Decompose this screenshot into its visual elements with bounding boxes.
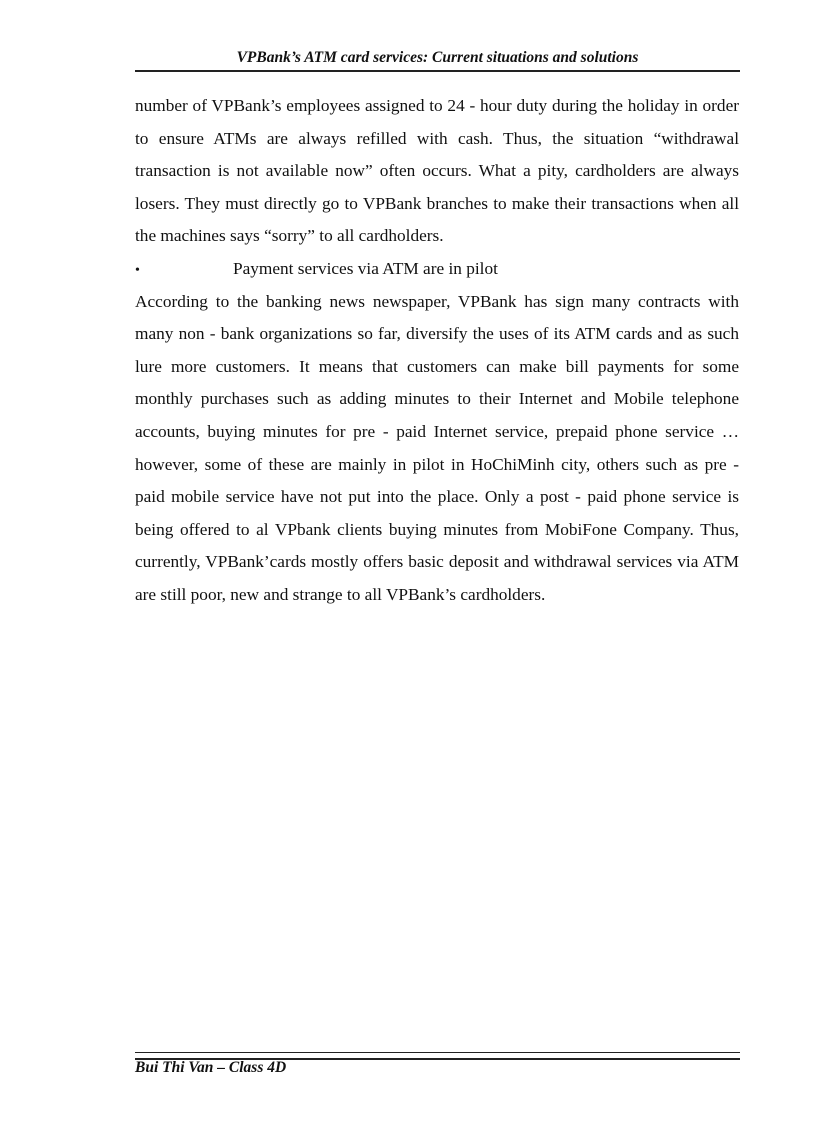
footer-author: Bui Thi Van – Class 4D [135,1059,287,1076]
bullet-item [135,253,739,286]
paragraph-atm-cash-shortage: number of VPBank’s employees assigned to 24 - hour duty during the holiday in order to ensure ATMs are always refilled with cash. Thus, the situation “withdrawal transaction is not available now” often occurs. What a pity, cardholders are always losers. They must directly go to VPBank branches to make their transactions when all the machines says “sorry” to all cardholders. [135,96,739,246]
paragraph-payment-services: According to the banking news newspaper, VPBank has sign many contracts with many non - bank organizations so far, diversify the uses of its ATM cards and as such lure more customers. It means that customers can make bill payments for some monthly purchases such as adding minutes to their Internet and Mobile telephone accounts, buying minutes for pre - paid Internet service, prepaid phone service …however, some of these are mainly in pilot in HoChiMinh city, others such as pre - paid mobile service have not put into the place. Only a post - paid phone service is being offered to al VPbank clients buying minutes from MobiFone Company. Thus, currently, VPBank’cards mostly offers basic deposit and withdrawal services via ATM are still poor, new and strange to all VPBank’s cardholders. [135,291,739,604]
page-body [135,90,739,612]
bullet-icon: • [135,262,140,278]
bullet-text: Payment services via ATM are in pilot [233,258,498,278]
header-title: VPBank’s ATM card services: Current situations and solutions [236,49,639,66]
page-header [135,48,740,72]
